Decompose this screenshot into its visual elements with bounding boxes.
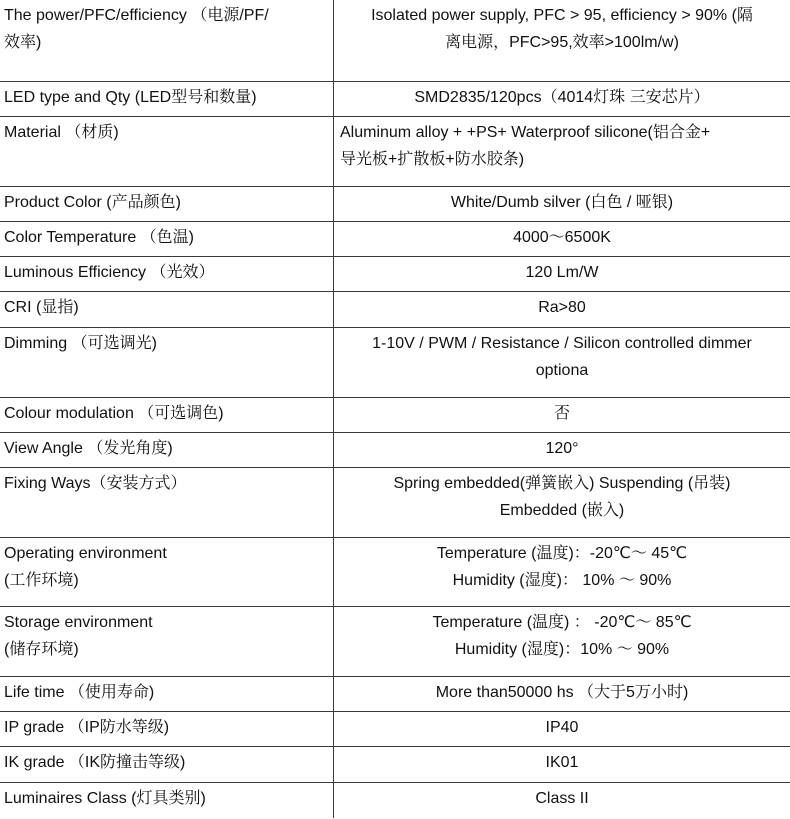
spec-label-text: Luminous Efficiency （光效） — [4, 264, 215, 281]
table-row — [0, 398, 790, 433]
spec-label-text: Life time （使用寿命) — [4, 684, 155, 701]
table-row — [0, 607, 790, 677]
table-row — [0, 117, 790, 187]
spec-label-text: The power/PFC/efficiency （电源/PF/ — [4, 7, 269, 24]
spec-value-text: 1-10V / PWM / Resistance / Silicon controlled dimmer — [372, 335, 752, 352]
spec-label-text: Storage environment — [4, 614, 153, 631]
spec-value-text: Temperature (温度)：-20℃～ 45℃ — [436, 545, 688, 562]
table-row — [0, 0, 790, 82]
spec-value-cell — [334, 538, 790, 607]
spec-label-cell — [0, 538, 334, 607]
table-row — [0, 747, 790, 783]
spec-value-cell — [334, 468, 790, 538]
spec-label-cell — [0, 328, 334, 398]
spec-label-cell — [0, 398, 334, 433]
spec-value-cell — [334, 222, 790, 257]
spec-value-text: optiona — [535, 362, 589, 379]
spec-value-cell — [334, 783, 790, 819]
spec-label-cell — [0, 0, 334, 82]
spec-value-text: Humidity (湿度)：10% ～ 90% — [454, 641, 670, 658]
spec-label-cell — [0, 257, 334, 292]
table-row — [0, 468, 790, 538]
spec-label-text: Colour modulation （可选调色) — [4, 405, 224, 422]
table-row — [0, 783, 790, 819]
spec-value-cell — [334, 747, 790, 783]
table-row — [0, 328, 790, 398]
spec-value-text: 离电源，PFC>95,效率>100lm/w) — [445, 34, 679, 51]
spec-value-text: White/Dumb silver (白色 / 哑银) — [450, 194, 674, 211]
spec-label-cell — [0, 677, 334, 712]
spec-label-cell — [0, 82, 334, 117]
spec-label-text: Luminaires Class (灯具类别) — [4, 790, 206, 807]
spec-label-text: View Angle （发光角度) — [4, 440, 173, 457]
spec-value-cell — [334, 82, 790, 117]
spec-value-cell — [334, 433, 790, 468]
table-row — [0, 82, 790, 117]
table-row — [0, 257, 790, 292]
spec-label-text: (工作环境) — [4, 572, 79, 589]
spec-value-cell — [334, 607, 790, 677]
spec-label-text: Dimming （可选调光) — [4, 335, 157, 352]
spec-value-cell — [334, 0, 790, 82]
spec-value-text: Ra>80 — [538, 299, 586, 316]
spec-label-cell — [0, 783, 334, 819]
spec-value-text: 120 Lm/W — [525, 264, 599, 281]
table-row — [0, 538, 790, 607]
spec-label-cell — [0, 292, 334, 328]
spec-label-text: Color Temperature （色温) — [4, 229, 194, 246]
spec-value-text: 导光板+扩散板+防水胶条) — [340, 151, 525, 168]
spec-value-text: Embedded (嵌入) — [499, 502, 625, 519]
spec-label-text: (储存环境) — [4, 641, 79, 658]
spec-label-cell — [0, 187, 334, 222]
spec-label-cell — [0, 433, 334, 468]
table-row — [0, 712, 790, 747]
spec-value-text: More than50000 hs （大于5万小时) — [435, 684, 689, 701]
spec-value-cell — [334, 187, 790, 222]
spec-value-text: Humidity (湿度)： 10% ～ 90% — [452, 572, 672, 589]
spec-label-text: Product Color (产品颜色) — [4, 194, 181, 211]
spec-label-cell — [0, 747, 334, 783]
table-row — [0, 433, 790, 468]
spec-value-text: Aluminum alloy + +PS+ Waterproof silicone(铝合金+ — [340, 124, 711, 141]
spec-label-text: Operating environment — [4, 545, 167, 562]
spec-value-cell — [334, 257, 790, 292]
spec-value-text: Temperature (温度) ： -20℃～ 85℃ — [432, 614, 692, 631]
spec-label-text: LED type and Qty (LED型号和数量) — [4, 89, 257, 106]
spec-label-text: 效率) — [4, 34, 42, 51]
spec-label-text: IP grade （IP防水等级) — [4, 719, 170, 736]
spec-value-cell — [334, 398, 790, 433]
spec-label-cell — [0, 712, 334, 747]
spec-label-cell — [0, 222, 334, 257]
spec-value-text: 否 — [553, 405, 570, 422]
spec-value-text: 120° — [545, 440, 579, 457]
spec-value-text: IP40 — [545, 719, 579, 736]
spec-value-text: Spring embedded(弹簧嵌入) Suspending (吊装) — [393, 475, 731, 492]
spec-value-text: Class II — [535, 790, 589, 807]
spec-value-cell — [334, 117, 790, 187]
spec-value-text: IK01 — [545, 754, 579, 771]
spec-value-cell — [334, 292, 790, 328]
spec-label-cell — [0, 607, 334, 677]
table-row — [0, 222, 790, 257]
spec-value-cell — [334, 677, 790, 712]
spec-value-cell — [334, 712, 790, 747]
spec-label-text: IK grade （IK防撞击等级) — [4, 754, 186, 771]
spec-value-text: SMD2835/120pcs（4014灯珠 三安芯片） — [414, 89, 710, 106]
spec-label-cell — [0, 117, 334, 187]
table-row — [0, 187, 790, 222]
table-row — [0, 292, 790, 328]
spec-value-cell — [334, 328, 790, 398]
spec-label-text: CRI (显指) — [4, 299, 79, 316]
table-row — [0, 677, 790, 712]
spec-value-text: Isolated power supply, PFC > 95, efficiency > 90% (隔 — [371, 7, 753, 24]
spec-label-text: Material （材质) — [4, 124, 119, 141]
spec-value-text: 4000～6500K — [513, 229, 611, 246]
spec-label-cell — [0, 468, 334, 538]
spec-label-text: Fixing Ways（安装方式） — [4, 475, 187, 492]
